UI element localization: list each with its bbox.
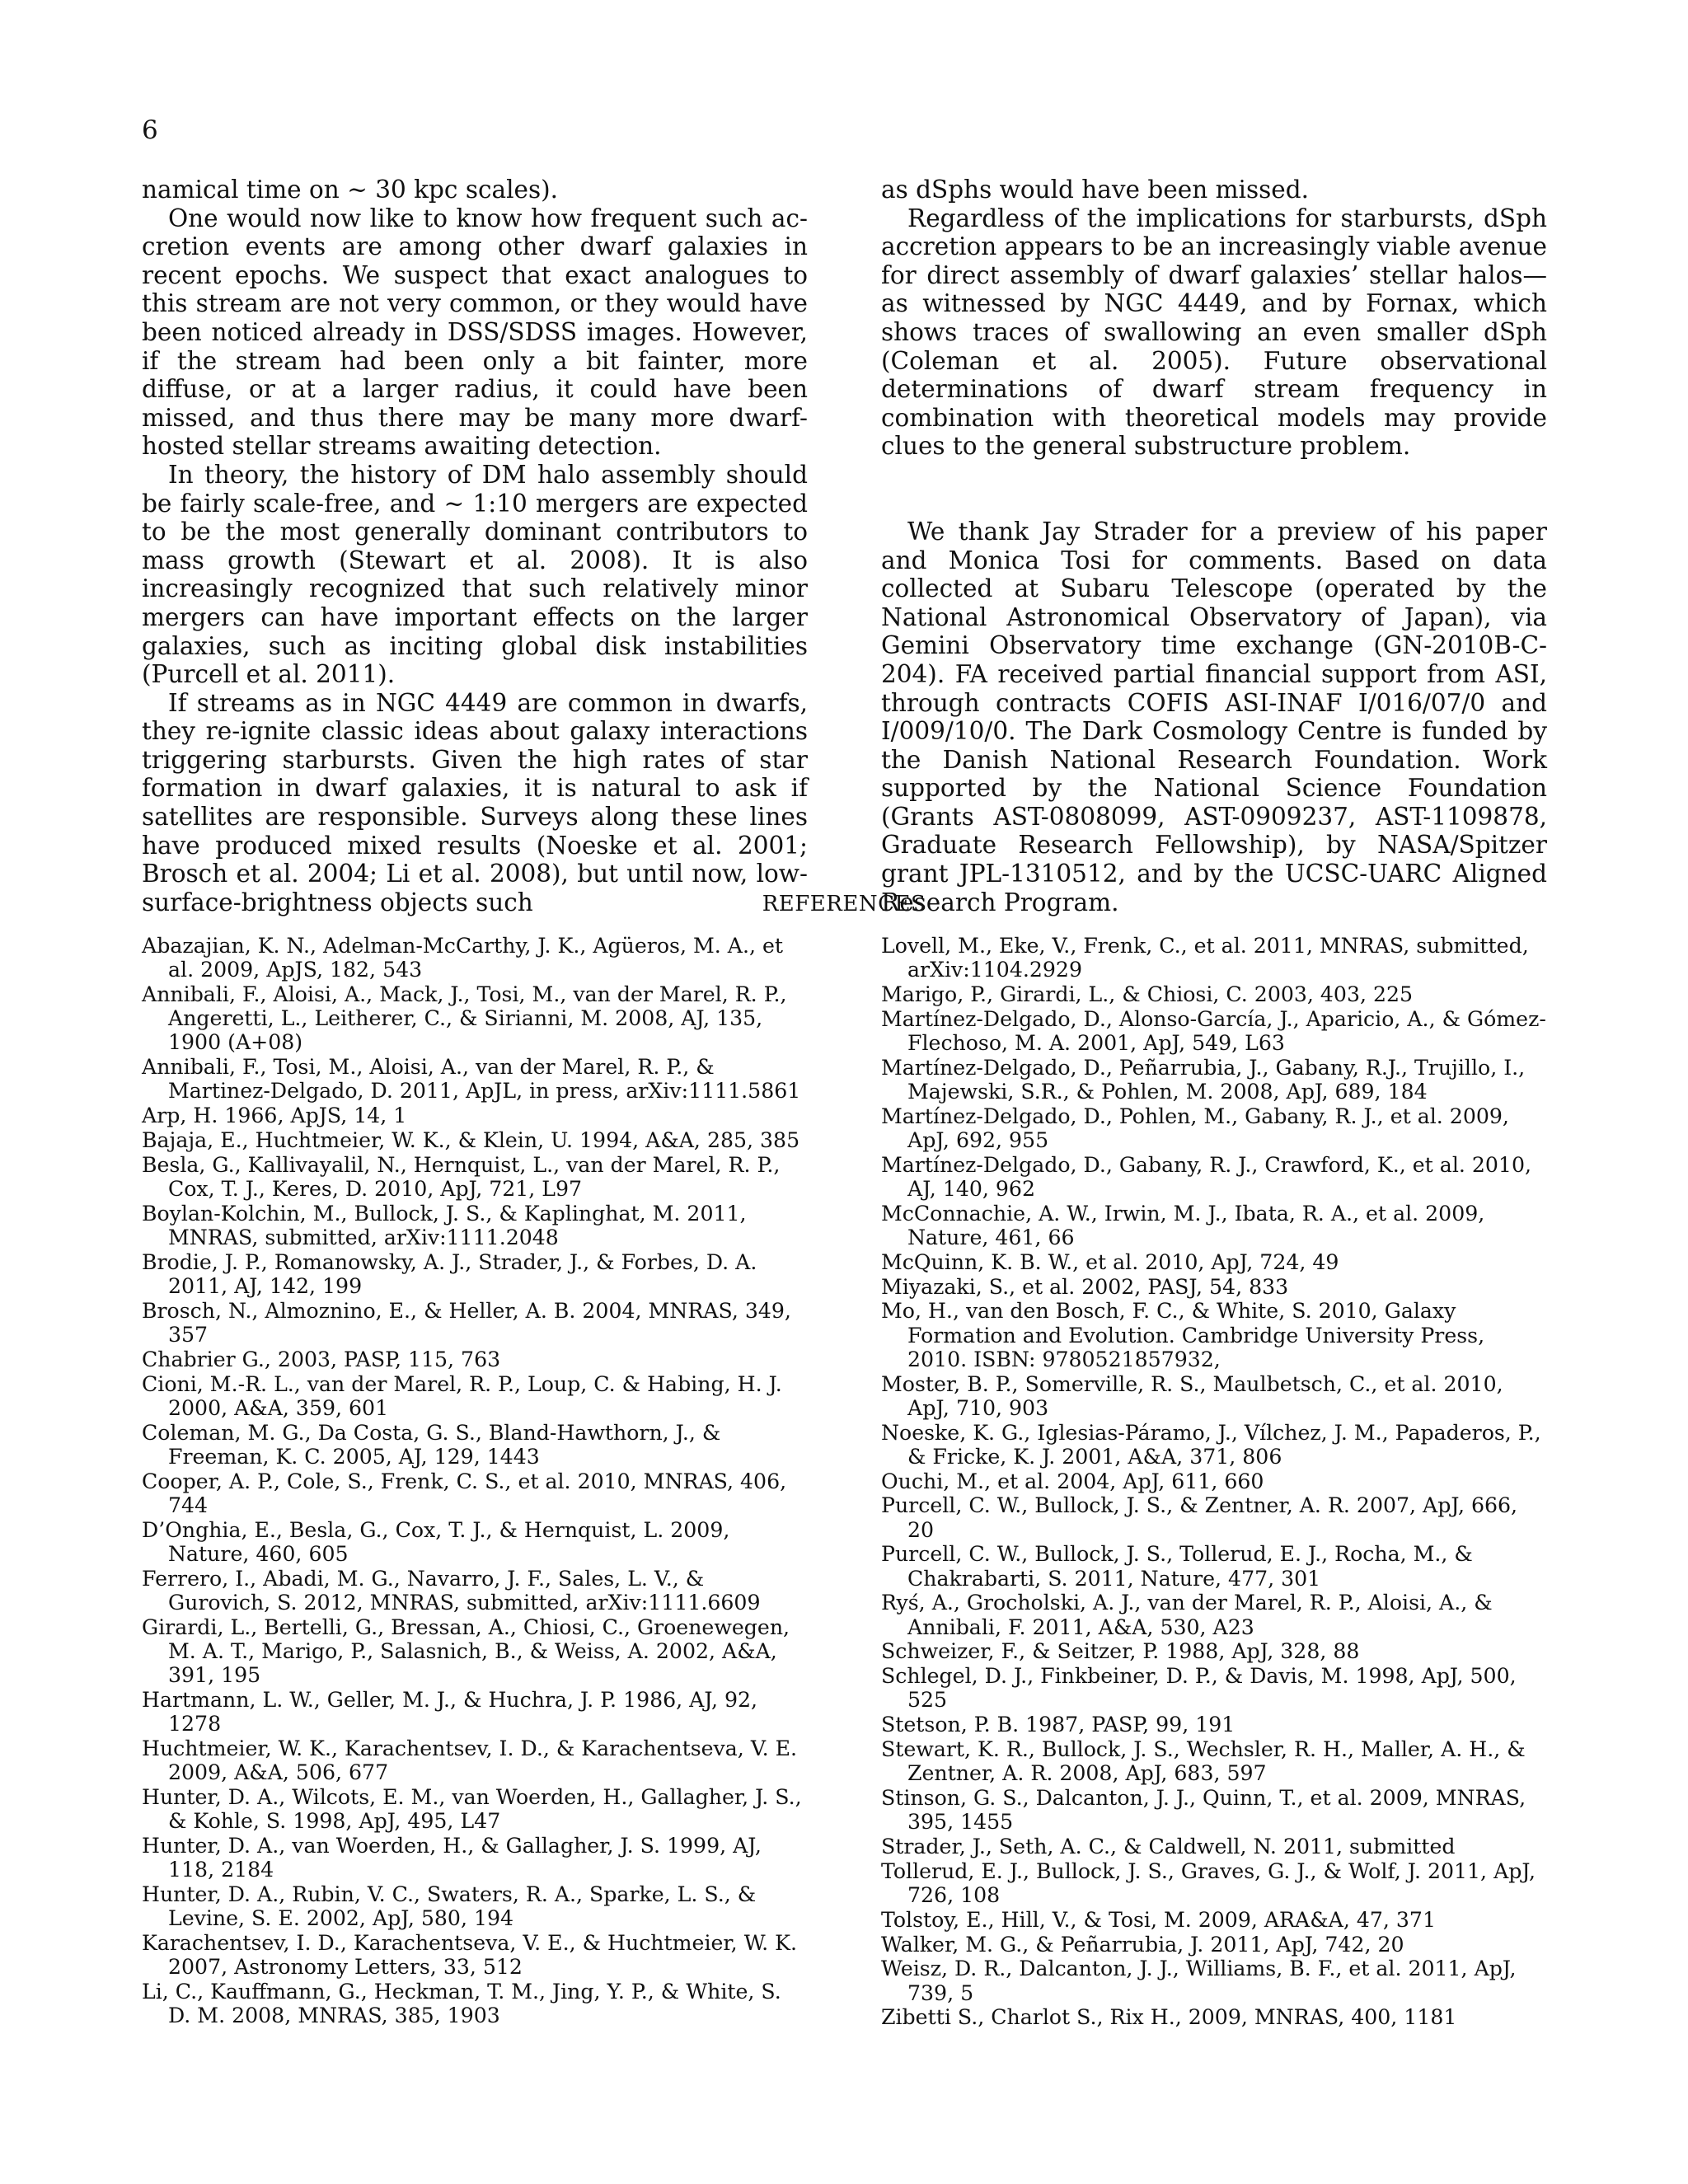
reference-entry: Miyazaki, S., et al. 2002, PASJ, 54, 833 bbox=[881, 1274, 1289, 1299]
right-text-column bbox=[881, 176, 1547, 916]
paragraph: If streams as in NGC 4449 are common in dwarfs, they re-ignite classic ideas about galaxy interactions triggering starbursts. Given the high rates of star formation in dwarf galaxies, it is natural to ask if satellites are responsible. Surveys along these lines have produced mixed results (Noeske et al. 2001; Brosch et al. 2004; Li et al. 2008), but until now, low-surface-brightness objects such bbox=[142, 688, 808, 916]
reference-entry: Tolstoy, E., Hill, V., & Tosi, M. 2009, ARA&A, 47, 371 bbox=[881, 1907, 1436, 1932]
reference-entry: Hunter, D. A., Wilcots, E. M., van Woerden, H., Gallagher, J. S., & Kohle, S. 1998, ApJ, 495, L47 bbox=[142, 1784, 802, 1833]
reference-entry: Tollerud, E. J., Bullock, J. S., Graves, G. J., & Wolf, J. 2011, ApJ, 726, 108 bbox=[881, 1858, 1536, 1907]
paragraph: Regardless of the implications for starbursts, dSph accretion appears to be an increasingly viable avenue for direct assembly of dwarf galaxies’ stellar halos—as witnessed by NGC 4449, and by Fornax, which shows traces of swallowing an even smaller dSph (Coleman et al. 2005). Future observational determinations of dwarf stream frequency in combination with theoretical models may provide clues to the general substructure problem. bbox=[881, 204, 1547, 461]
reference-entry: Stetson, P. B. 1987, PASP, 99, 191 bbox=[881, 1713, 1236, 1737]
reference-entry: Besla, G., Kallivayalil, N., Hernquist, L., van der Marel, R. P., Cox, T. J., Keres, D. 2010, ApJ, 721, L97 bbox=[142, 1152, 781, 1201]
reference-entry: Coleman, M. G., Da Costa, G. S., Bland-Hawthorn, J., & Freeman, K. C. 2005, AJ, 129, 1443 bbox=[142, 1420, 721, 1469]
reference-entry: Weisz, D. R., Dalcanton, J. J., Williams, B. F., et al. 2011, ApJ, 739, 5 bbox=[881, 1957, 1517, 2005]
reference-entry: Purcell, C. W., Bullock, J. S., Tollerud, E. J., Rocha, M., & Chakrabarti, S. 2011, Nature, 477, 301 bbox=[881, 1542, 1473, 1591]
reference-entry: Noeske, K. G., Iglesias-Páramo, J., Vílchez, J. M., Papaderos, P., & Fricke, K. J. 2001, A&A, 371, 806 bbox=[881, 1420, 1541, 1469]
reference-entry: Martínez-Delgado, D., Gabany, R. J., Crawford, K., et al. 2010, AJ, 140, 962 bbox=[881, 1152, 1531, 1201]
paragraph: as dSphs would have been missed. bbox=[881, 176, 1309, 204]
reference-entry: Zibetti S., Charlot S., Rix H., 2009, MNRAS, 400, 1181 bbox=[881, 2005, 1457, 2030]
reference-entry: Martínez-Delgado, D., Peñarrubia, J., Gabany, R.J., Trujillo, I., Majewski, S.R., & Pohlen, M. 2008, ApJ, 689, 184 bbox=[881, 1055, 1526, 1104]
reference-entry: Strader, J., Seth, A. C., & Caldwell, N. 2011, submitted bbox=[881, 1834, 1456, 1858]
paragraph: One would now like to know how frequent such accretion events are among other dwarf galaxies in recent epochs. We suspect that exact analogues to this stream are not very common, or they would have been noticed already in DSS/SDSS images. However, if the stream had been only a bit fainter, more diffuse, or at a larger radius, it could have been missed, and thus there may be many more dwarf-hosted stellar streams awaiting detection. bbox=[142, 204, 808, 461]
reference-entry: Mo, H., van den Bosch, F. C., & White, S. 2010, Galaxy Formation and Evolution. Cambridge University Press, 2010. ISBN: 9780521857932, bbox=[881, 1299, 1485, 1371]
paragraph: namical time on ∼ 30 kpc scales). bbox=[142, 176, 558, 204]
reference-entry: Girardi, L., Bertelli, G., Bressan, A., Chiosi, C., Groenewegen, M. A. T., Marigo, P., Salasnich, B., & Weiss, A. 2002, A&A, 391, 195 bbox=[142, 1615, 790, 1687]
reference-entry: Hunter, D. A., Rubin, V. C., Swaters, R. A., Sparke, L. S., & Levine, S. E. 2002, ApJ, 580, 194 bbox=[142, 1882, 757, 1930]
reference-entry: Bajaja, E., Huchtmeier, W. K., & Klein, U. 1994, A&A, 285, 385 bbox=[142, 1128, 800, 1152]
reference-entry: Arp, H. 1966, ApJS, 14, 1 bbox=[142, 1104, 407, 1128]
reference-entry: Lovell, M., Eke, V., Frenk, C., et al. 2011, MNRAS, submitted, arXiv:1104.2929 bbox=[881, 934, 1529, 982]
reference-entry: McConnachie, A. W., Irwin, M. J., Ibata, R. A., et al. 2009, Nature, 461, 66 bbox=[881, 1201, 1485, 1249]
reference-entry: Ouchi, M., et al. 2004, ApJ, 611, 660 bbox=[881, 1469, 1264, 1493]
reference-entry: Schlegel, D. J., Finkbeiner, D. P., & Davis, M. 1998, ApJ, 500, 525 bbox=[881, 1664, 1517, 1713]
reference-entry: Brosch, N., Almoznino, E., & Heller, A. B. 2004, MNRAS, 349, 357 bbox=[142, 1298, 791, 1347]
reference-entry: Martínez-Delgado, D., Pohlen, M., Gabany, R. J., et al. 2009, ApJ, 692, 955 bbox=[881, 1104, 1509, 1152]
reference-entry: Ferrero, I., Abadi, M. G., Navarro, J. F., Sales, L. V., & Gurovich, S. 2012, MNRAS, submitted, arXiv:1111.6609 bbox=[142, 1566, 761, 1615]
reference-entry: Annibali, F., Tosi, M., Aloisi, A., van der Marel, R. P., & Martinez-Delgado, D. 2011, ApJL, in press, arXiv:1111.5861 bbox=[142, 1055, 801, 1104]
references-left-column bbox=[142, 934, 808, 2028]
reference-entry: Li, C., Kauffmann, G., Heckman, T. M., Jing, Y. P., & White, S. D. M. 2008, MNRAS, 385, 1903 bbox=[142, 1979, 781, 2027]
reference-entry: Hunter, D. A., van Woerden, H., & Gallagher, J. S. 1999, AJ, 118, 2184 bbox=[142, 1833, 762, 1882]
page-number: 6 bbox=[142, 115, 158, 145]
reference-entry: Brodie, J. P., Romanowsky, A. J., Strader, J., & Forbes, D. A. 2011, AJ, 142, 199 bbox=[142, 1249, 757, 1298]
reference-entry: Purcell, C. W., Bullock, J. S., & Zentner, A. R. 2007, ApJ, 666, 20 bbox=[881, 1493, 1518, 1542]
reference-entry: Schweizer, F., & Seitzer, P. 1988, ApJ, 328, 88 bbox=[881, 1639, 1360, 1664]
reference-entry: Walker, M. G., & Peñarrubia, J. 2011, ApJ, 742, 20 bbox=[881, 1932, 1404, 1957]
reference-entry: Huchtmeier, W. K., Karachentsev, I. D., & Karachentseva, V. E. 2009, A&A, 506, 677 bbox=[142, 1736, 798, 1784]
reference-entry: Cioni, M.-R. L., van der Marel, R. P., Loup, C. & Habing, H. J. 2000, A&A, 359, 601 bbox=[142, 1371, 782, 1420]
reference-entry: Chabrier G., 2003, PASP, 115, 763 bbox=[142, 1347, 501, 1371]
references-heading: REFERENCES bbox=[762, 892, 926, 916]
reference-entry: Abazajian, K. N., Adelman-McCarthy, J. K., Agüeros, M. A., et al. 2009, ApJS, 182, 543 bbox=[142, 934, 783, 982]
reference-entry: Martínez-Delgado, D., Alonso-García, J., Aparicio, A., & Gómez-Flechoso, M. A. 2001, ApJ, 549, L63 bbox=[881, 1006, 1546, 1055]
reference-entry: Karachentsev, I. D., Karachentseva, V. E., & Huchtmeier, W. K. 2007, Astronomy Letters, 33, 512 bbox=[142, 1930, 798, 1979]
reference-entry: Stinson, G. S., Dalcanton, J. J., Quinn, T., et al. 2009, MNRAS, 395, 1455 bbox=[881, 1785, 1526, 1835]
reference-entry: Hartmann, L. W., Geller, M. J., & Huchra, J. P. 1986, AJ, 92, 1278 bbox=[142, 1687, 758, 1736]
references-right-column bbox=[881, 934, 1547, 2030]
reference-entry: McQuinn, K. B. W., et al. 2010, ApJ, 724, 49 bbox=[881, 1249, 1339, 1274]
reference-entry: D’Onghia, E., Besla, G., Cox, T. J., & Hernquist, L. 2009, Nature, 460, 605 bbox=[142, 1517, 730, 1566]
reference-entry: Annibali, F., Aloisi, A., Mack, J., Tosi, M., van der Marel, R. P., Angeretti, L., Leitherer, C., & Sirianni, M. 2008, AJ, 135, 1900 (A+08) bbox=[142, 982, 787, 1055]
reference-entry: Cooper, A. P., Cole, S., Frenk, C. S., et al. 2010, MNRAS, 406, 744 bbox=[142, 1469, 787, 1517]
reference-entry: Stewart, K. R., Bullock, J. S., Wechsler, R. H., Maller, A. H., & Zentner, A. R. 2008, ApJ, 683, 597 bbox=[881, 1736, 1526, 1786]
reference-entry: Ryś, A., Grocholski, A. J., van der Marel, R. P., Aloisi, A., & Annibali, F. 2011, A&A, 530, A23 bbox=[881, 1591, 1493, 1639]
paragraph: In theory, the history of DM halo assembly should be fairly scale-free, and ∼ 1:10 mergers are expected to be the most generally dominant contributors to mass growth (Stewart et al. 2008). It is also increasingly recognized that such relatively minor mergers can have important effects on the larger galaxies, such as inciting global disk instabilities (Purcell et al. 2011). bbox=[142, 460, 808, 689]
reference-entry: Boylan-Kolchin, M., Bullock, J. S., & Kaplinghat, M. 2011, MNRAS, submitted, arXiv:1111.2048 bbox=[142, 1201, 747, 1249]
left-text-column bbox=[142, 176, 808, 916]
reference-entry: Moster, B. P., Somerville, R. S., Maulbetsch, C., et al. 2010, ApJ, 710, 903 bbox=[881, 1371, 1503, 1420]
reference-entry: Marigo, P., Girardi, L., & Chiosi, C. 2003, 403, 225 bbox=[881, 982, 1414, 1006]
acknowledgments-paragraph: We thank Jay Strader for a preview of his paper and Monica Tosi for comments. Based on data collected at Subaru Telescope (operated by the National Astronomical Observatory of Japan), via Gemini Observatory time exchange (GN-2010B-C-204). FA received partial financial support from ASI, through contracts COFIS ASI-INAF I/016/07/0 and I/009/10/0. The Dark Cosmology Centre is funded by the Danish National Research Foundation. Work supported by the National Science Foundation (Grants AST-0808099, AST-0909237, AST-1109878, Graduate Research Fellowship), by NASA/Spitzer grant JPL-1310512, and by the UCSC-UARC Aligned Research Program. bbox=[881, 517, 1547, 916]
